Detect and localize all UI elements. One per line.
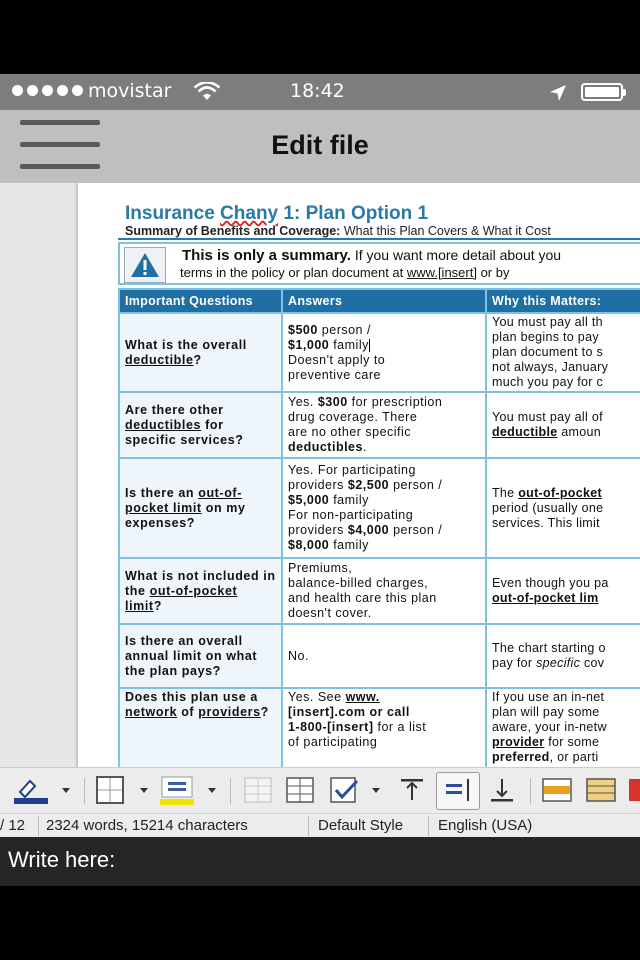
- document-title[interactable]: Insurance Chany 1: Plan Option 1: [125, 203, 429, 224]
- chevron-down-icon[interactable]: [208, 788, 216, 793]
- question-cell[interactable]: Are there other deductibles for specific services?: [119, 392, 282, 458]
- why-cell[interactable]: You must pay all th plan begins to pay plan document to s not always, January much you pay for c: [486, 313, 640, 392]
- table-properties-icon[interactable]: [330, 776, 358, 804]
- formatting-toolbar: [0, 767, 640, 814]
- column-header[interactable]: Answers: [282, 289, 486, 313]
- question-cell[interactable]: What is not included in the out-of-pocket limit?: [119, 558, 282, 624]
- borders-icon[interactable]: [96, 776, 124, 804]
- table-row: [119, 458, 640, 558]
- divider: [118, 238, 640, 240]
- divider: [230, 778, 231, 804]
- table-row: [119, 688, 640, 767]
- notice-line-1: This is only a summary. If you want more detail about you: [182, 247, 562, 264]
- coverage-table[interactable]: [118, 288, 640, 767]
- answer-cell[interactable]: $500 person / $1,000 family Doesn't apply to preventive care: [282, 313, 486, 392]
- divider: [84, 778, 85, 804]
- insert-columns-icon[interactable]: [586, 776, 614, 804]
- column-header[interactable]: Why this Matters:: [486, 289, 640, 313]
- document-subtitle[interactable]: Summary of Benefits and Coverage: What this Plan Covers & What it Cost: [125, 224, 551, 238]
- question-cell[interactable]: Is there an overall annual limit on what the plan pays?: [119, 624, 282, 688]
- align-top-icon[interactable]: [398, 776, 426, 804]
- text-cursor: [369, 339, 370, 352]
- page-indicator: / 12: [0, 817, 26, 834]
- divider: [530, 778, 531, 804]
- battery-icon: [581, 83, 623, 101]
- divider: [428, 816, 429, 836]
- carrier-name: movistar: [88, 80, 172, 102]
- divider: [308, 816, 309, 836]
- table-row: [119, 558, 640, 624]
- signal-dots-icon: [12, 85, 83, 96]
- question-cell[interactable]: Does this plan use a network of providers?: [119, 688, 282, 767]
- column-header[interactable]: Important Questions: [119, 289, 282, 313]
- warning-icon: [124, 247, 166, 283]
- delete-icon[interactable]: [628, 776, 640, 804]
- notice-line-2: terms in the policy or plan document at www.[insert] or by: [180, 265, 510, 280]
- merge-cells-icon[interactable]: [244, 776, 272, 804]
- answer-cell[interactable]: No.: [282, 624, 486, 688]
- paragraph-style[interactable]: Default Style: [318, 817, 404, 834]
- why-cell[interactable]: You must pay all of deductible amoun: [486, 392, 640, 458]
- why-cell[interactable]: The out-of-pocket period (usually one services. This limit: [486, 458, 640, 558]
- insert-rows-icon[interactable]: [542, 776, 570, 804]
- location-arrow-icon: [549, 84, 567, 107]
- divider: [38, 816, 39, 836]
- answer-cell[interactable]: Yes. For participating providers $2,500 person / $5,000 family For non-participating providers $4,000 person / $8,000 family: [282, 458, 486, 558]
- chevron-down-icon[interactable]: [140, 788, 148, 793]
- chevron-down-icon[interactable]: [372, 788, 380, 793]
- table-row: [119, 392, 640, 458]
- app-header: [0, 110, 640, 183]
- align-bottom-icon[interactable]: [488, 776, 516, 804]
- split-cells-icon[interactable]: [286, 776, 314, 804]
- wifi-icon: [194, 82, 220, 107]
- table-row: [119, 624, 640, 688]
- table-row: [119, 313, 640, 392]
- question-cell[interactable]: Is there an out-of-pocket limit on my expenses?: [119, 458, 282, 558]
- align-center-vertical-icon[interactable]: [436, 772, 480, 810]
- status-bar: [0, 74, 640, 110]
- highlight-color-icon[interactable]: [14, 776, 42, 804]
- answer-cell[interactable]: Yes. $300 for prescription drug coverage. There are no other specific deductibles.: [282, 392, 486, 458]
- write-input-bar[interactable]: [0, 837, 640, 886]
- misspelled-word[interactable]: Chany: [220, 203, 279, 224]
- question-cell[interactable]: What is the overall deductible?: [119, 313, 282, 392]
- why-cell[interactable]: The chart starting o pay for specific cov: [486, 624, 640, 688]
- write-here-label[interactable]: Write here:: [8, 847, 116, 872]
- document-viewport[interactable]: [0, 183, 640, 767]
- answer-cell[interactable]: Premiums, balance-billed charges, and health care this plan doesn't cover.: [282, 558, 486, 624]
- notice-link[interactable]: www.[insert]: [406, 265, 477, 280]
- answer-cell[interactable]: Yes. See www. [insert].com or call 1-800-[insert] for a list of participating: [282, 688, 486, 767]
- page-title: Edit file: [271, 130, 369, 160]
- border-color-icon[interactable]: [160, 776, 188, 804]
- document-page[interactable]: [78, 183, 640, 767]
- word-count: 2324 words, 15214 characters: [46, 817, 248, 834]
- why-cell[interactable]: Even though you pa out-of-pocket lim: [486, 558, 640, 624]
- summary-notice[interactable]: [118, 242, 640, 285]
- language-indicator[interactable]: English (USA): [438, 817, 533, 834]
- table-header-row: [119, 289, 640, 313]
- status-time: 18:42: [290, 80, 345, 102]
- chevron-down-icon[interactable]: [62, 788, 70, 793]
- why-cell[interactable]: If you use an in-net plan will pay some aware, your in-netw provider for some preferred, or parti: [486, 688, 640, 767]
- document-status-bar: [0, 813, 640, 838]
